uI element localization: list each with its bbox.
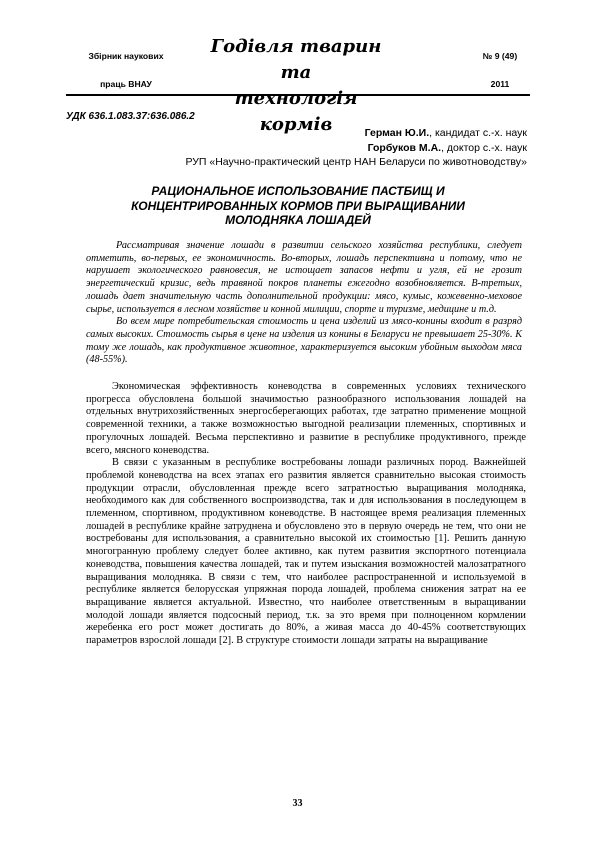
article-title-line1: РАЦИОНАЛЬНОЕ ИСПОЛЬЗОВАНИЕ ПАСТБИЩ И <box>151 184 445 198</box>
body-paragraph: В связи с указанным в республике востребованы лошади различных пород. Важнейшей проблемой коневодства на всех этапах его развития является сравнительно высокая стоимость продукции отрасли, обусловленная прежде всего затратностью выращивания молодняка, необходимого как для собственного воспроизводства, так и для использования в последующем в племенном, спортивном, продуктивном коневодстве. В настоящее время реализация племенных лошадей в республике крайне затруднена и обусловлено это в первую очередь не тем, что они не востребованы для использования, а сравнительно высокой их стоимостью [1]. Решить данную многогранную проблему следует более активно, как путем развития экспортного потенциала коневодства, повышения качества лошадей, так и путем изыскания возможностей малозатратного выращивания молодняка. В связи с тем, что наиболее распространенной и используемой в республике является белорусская упряжная порода лошадей, проблема снижения затрат на ее выращивание является актуальной. Известно, что наиболее ответственным в выращивании молодой лошади является подсосный период, т.к. за это время при полноценном кормлении жеребенка его рост может достигать до 80%, а живая масса до 40-45% соответствующих параметров взрослой лошади [2]. В структуре стоимости лошади затраты на выращивание <box>86 457 526 647</box>
abstract-paragraph: Рассматривая значение лошади в развитии сельского хозяйства республики, следует отметить, во-первых, ее экономичность. Во-вторых, лошадь перспективна и потому, что не нарушает экологического равновесия, не истощает запасов нефти и угля, ей не грозит энергетический кризис, ведь травяной покров планеты ежегодно возобновляется. В-третьих, лошадь дает значительную часть дополнительной продукции: мясо, кумыс, кожевенно-меховое сырье, используется в лесном хозяйстве и конной милиции, спорте и туризме, медицине и т.д. <box>86 240 522 315</box>
journal-title <box>196 34 396 138</box>
article-title-line3: МОЛОДНЯКА ЛОШАДЕЙ <box>225 213 371 227</box>
author-name: Герман Ю.И. <box>364 127 430 139</box>
journal-title-line1: Годівля тварин та <box>210 36 382 83</box>
journal-title-line2: технологія кормів <box>234 88 358 135</box>
issue-info <box>460 42 540 98</box>
page-number: 33 <box>292 798 303 809</box>
journal-collection-label <box>66 42 186 98</box>
author-name: Горбуков М.А. <box>367 141 442 154</box>
issue-year: 2011 <box>490 79 510 89</box>
article-body <box>86 381 526 648</box>
udc-code: УДК 636.1.083.37:636.086.2 <box>66 111 195 122</box>
article-title <box>66 184 530 228</box>
author-line <box>185 141 527 156</box>
header-divider <box>66 94 530 96</box>
author-block <box>185 126 527 170</box>
issue-number: № 9 (49) <box>482 51 518 61</box>
abstract-paragraph: Во всем мире потребительская стоимость и цена изделий из мясо-конины входит в разряд самых высоких. Стоимость сырья в цене на изделия из конины в Беларуси не превышает 25-30%. К тому же лошадь, как продуктивное животное, характеризуется высоким убойным выходом мяса (48-55%). <box>86 316 522 366</box>
header-left-line1: Збірник наукових <box>88 51 164 61</box>
author-degree: , кандидат с.-х. наук <box>429 127 527 139</box>
author-line <box>185 126 527 141</box>
body-paragraph: Экономическая эффективность коневодства в современных условиях технического прогресса обусловлена большой значимостью разнообразного использования лошадей на отдельных внутрихозяйственных энергосберегающих работах, где затратно применение мощной современной техники, а также возможностью выгодной реализации племенных, спортивных и прогулочных лошадей. Весьма перспективно и развитие в республике продуктивного, прежде всего, мясного коневодства. <box>86 381 526 456</box>
abstract <box>86 240 522 367</box>
header-left-line2: праць ВНАУ <box>100 79 152 89</box>
article-title-line2: КОНЦЕНТРИРОВАННЫХ КОРМОВ ПРИ ВЫРАЩИВАНИИ <box>131 198 465 213</box>
author-affiliation: РУП «Научно-практический центр НАН Беларуси по животноводству» <box>185 156 527 168</box>
author-degree: , доктор с.-х. наук <box>441 141 527 154</box>
